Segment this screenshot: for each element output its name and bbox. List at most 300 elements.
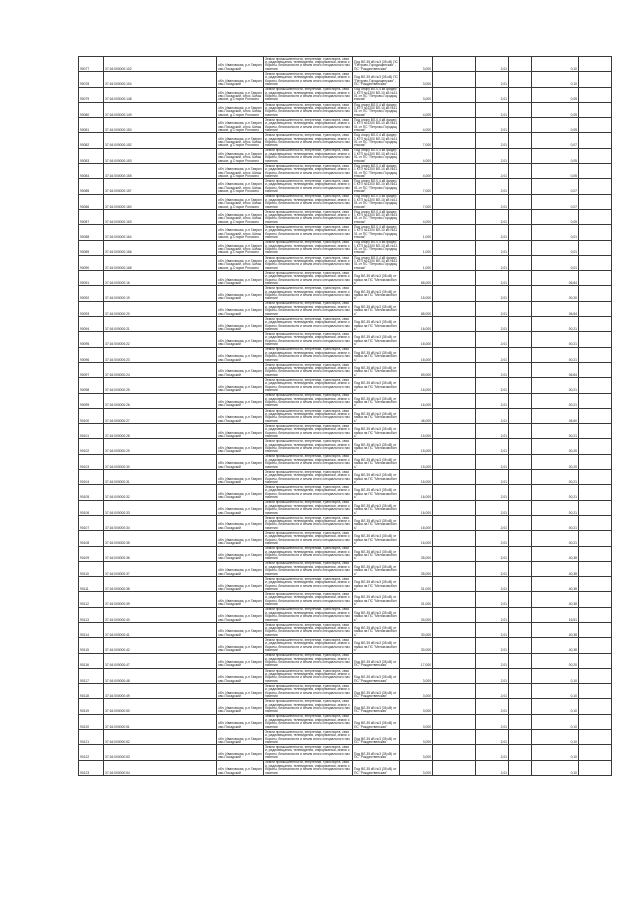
tax-amount-cell: 00,21 bbox=[532, 500, 579, 515]
permitted-use-cell: Под опору ВЛ-0,4 кВ фидер 1 КТП №1200 ВЛ-10 кВ №1101 от ПС "Петрово-Городищенская" bbox=[353, 87, 400, 102]
empty-cell bbox=[509, 225, 532, 240]
cadastral-number-cell: 37:16:000000:50 bbox=[104, 699, 217, 714]
address-cell: обл. Ивановская, р-н Гаврилово-Посадский, с/пос. Шекшовское, д.Старое Рогозино bbox=[217, 225, 264, 240]
empty-cell bbox=[433, 347, 476, 362]
table-row bbox=[79, 148, 612, 163]
row-id-cell: 90120 bbox=[79, 714, 104, 729]
empty-cell bbox=[433, 317, 476, 332]
address-cell: обл. Ивановская, р-н Гаврилово-Посадский bbox=[217, 500, 264, 515]
tax-amount-cell: 0,07 bbox=[532, 194, 579, 209]
table-row bbox=[79, 531, 612, 546]
row-id-cell: 90082 bbox=[79, 133, 104, 148]
address-cell: обл. Ивановская, р-н Гаврилово-Посадский bbox=[217, 730, 264, 745]
permitted-use-cell: Под ВЛ-35 кВ №3 (35 кВ) отпайка на ПС "Мелоизмобиль" bbox=[353, 393, 400, 408]
tax-amount-cell: 00,21 bbox=[532, 485, 579, 500]
empty-cell bbox=[433, 133, 476, 148]
empty-cell bbox=[579, 714, 612, 729]
row-id-cell: 90094 bbox=[79, 317, 104, 332]
area-cell: 16,000 bbox=[400, 317, 433, 332]
empty-cell bbox=[579, 393, 612, 408]
empty-cell bbox=[579, 164, 612, 179]
area-cell: 7,000 bbox=[400, 179, 433, 194]
empty-cell bbox=[579, 577, 612, 592]
land-category-cell: Земли промышленности, энергетики, транспорта, связи, радиовещания, телевидения, информатики, земли обороны, безопасности и земли иного специального назначения bbox=[264, 653, 353, 668]
address-cell: обл. Ивановская, р-н Гаврилово-Посадский, с/пос. Шекшовское, д.Старое Рогозино bbox=[217, 87, 264, 102]
row-id-cell: 90117 bbox=[79, 668, 104, 683]
empty-cell bbox=[579, 194, 612, 209]
area-cell: 16,000 bbox=[400, 378, 433, 393]
permitted-use-cell: Под опору ВЛ-0,4 кВ фидер 1 КТП №1200 ВЛ-10 кВ №1101 от ПС "Петрово-Городищенская" bbox=[353, 148, 400, 163]
empty-cell bbox=[509, 332, 532, 347]
land-category-cell: Земли промышленности, энергетики, транспорта, связи, радиовещания, телевидения, информатики, земли обороны, безопасности и земли иного специального назначения bbox=[264, 408, 353, 423]
rate-cell: 2,01 bbox=[476, 515, 509, 530]
cadastral-number-cell: 37:16:000000:54 bbox=[104, 760, 217, 775]
empty-cell bbox=[433, 87, 476, 102]
land-category-cell: Земли промышленности, энергетики, транспорта, связи, радиовещания, телевидения, информатики, земли обороны, безопасности и земли иного специального назначения bbox=[264, 577, 353, 592]
rate-cell: 2,01 bbox=[476, 332, 509, 347]
permitted-use-cell: Под ВЛ-35 кВ №3 (35 кВ) от ПС "Рождественская" bbox=[353, 684, 400, 699]
empty-cell bbox=[579, 332, 612, 347]
table-row bbox=[79, 378, 612, 393]
table-row bbox=[79, 301, 612, 316]
area-cell: 16,000 bbox=[400, 470, 433, 485]
empty-cell bbox=[433, 118, 476, 133]
cadastral-number-cell: 37:16:000000:52 bbox=[104, 730, 217, 745]
empty-cell bbox=[509, 87, 532, 102]
empty-cell bbox=[579, 439, 612, 454]
empty-cell bbox=[509, 439, 532, 454]
permitted-use-cell: Под опору ВЛ-0,4 кВ фидер 1 КТП №1200 ВЛ-10 кВ №1101 от ПС "Петрово-Городищенская" bbox=[353, 179, 400, 194]
rate-cell: 2,01 bbox=[476, 500, 509, 515]
table-row bbox=[79, 424, 612, 439]
tax-amount-cell: 40,38 bbox=[532, 638, 579, 653]
tax-amount-cell: 40,38 bbox=[532, 546, 579, 561]
cadastral-number-cell: 37:16:000000:25 bbox=[104, 378, 217, 393]
permitted-use-cell: Под ВЛ-35 кВ №3 (35 кВ) от ПС "Рождественская" bbox=[353, 760, 400, 775]
rate-cell: 2,01 bbox=[476, 164, 509, 179]
permitted-use-cell: Под опору ВЛ-0,4 кВ фидер 1 КТП №1200 ВЛ-10 кВ №1101 от ПС "Петрово-Городищенская" bbox=[353, 255, 400, 270]
tax-amount-cell: 0,07 bbox=[532, 133, 579, 148]
address-cell: обл. Ивановская, р-н Гаврилово-Посадский bbox=[217, 699, 264, 714]
row-id-cell: 90098 bbox=[79, 378, 104, 393]
permitted-use-cell: Под ВЛ-35 кВ №3 (35 кВ) от ПС "Рождественская" bbox=[353, 714, 400, 729]
empty-cell bbox=[433, 684, 476, 699]
permitted-use-cell: Под опору ВЛ-0,4 кВ фидер 1 КТП №1200 ВЛ-10 кВ №1101 от ПС "Петрово-Городищенская" bbox=[353, 133, 400, 148]
land-category-cell: Земли промышленности, энергетики, транспорта, связи, радиовещания, телевидения, информатики, земли обороны, безопасности и земли иного специального назначения bbox=[264, 730, 353, 745]
empty-cell bbox=[509, 470, 532, 485]
land-category-cell: Земли промышленности, энергетики, транспорта, связи, радиовещания, телевидения, информатики, земли обороны, безопасности и земли иного специального назначения bbox=[264, 118, 353, 133]
land-category-cell: Земли промышленности, энергетики, транспорта, связи, радиовещания, телевидения, информатики, земли обороны, безопасности и земли иного специального назначения bbox=[264, 347, 353, 362]
area-cell: 3,000 bbox=[400, 745, 433, 760]
land-category-cell: Земли промышленности, энергетики, транспорта, связи, радиовещания, телевидения, информатики, земли обороны, безопасности и земли иного специального назначения bbox=[264, 240, 353, 255]
table-row bbox=[79, 561, 612, 576]
area-cell: 35,000 bbox=[400, 546, 433, 561]
permitted-use-cell: Под опору ВЛ-0,4 кВ фидер 1 КТП №1200 ВЛ-10 кВ №1101 от ПС "Петрово-Городищенская" bbox=[353, 240, 400, 255]
table-row bbox=[79, 118, 612, 133]
area-cell: 30,000 bbox=[400, 638, 433, 653]
address-cell: обл. Ивановская, р-н Гаврилово-Посадский, с/пос. Шекшовское, д.Старое Рогозино bbox=[217, 209, 264, 224]
rate-cell: 2,01 bbox=[476, 531, 509, 546]
area-cell: 3,000 bbox=[400, 684, 433, 699]
address-cell: обл. Ивановская, р-н Гаврилово-Посадский, с/пос. Шекшовское, д.Старое Рогозино bbox=[217, 148, 264, 163]
cadastral-number-cell: 37:16:000000:155 bbox=[104, 164, 217, 179]
land-category-cell: Земли промышленности, энергетики, транспорта, связи, радиовещания, телевидения, информатики, земли обороны, безопасности и земли иного специального назначения bbox=[264, 515, 353, 530]
permitted-use-cell: Под ВЛ-35 кВ №3 (35 кВ) от ПС "Рождественская" bbox=[353, 653, 400, 668]
rate-cell: 2,01 bbox=[476, 133, 509, 148]
cadastral-number-cell: 37:16:000000:30 bbox=[104, 454, 217, 469]
table-row bbox=[79, 730, 612, 745]
area-cell: 15,000 bbox=[400, 424, 433, 439]
table-row bbox=[79, 271, 612, 286]
empty-cell bbox=[433, 179, 476, 194]
table-row bbox=[79, 286, 612, 301]
rate-cell: 2,01 bbox=[476, 699, 509, 714]
empty-cell bbox=[509, 118, 532, 133]
address-cell: обл. Ивановская, р-н Гаврилово-Посадский, с/пос. Шекшовское, д.Старое Рогозино bbox=[217, 118, 264, 133]
permitted-use-cell: Под ВЛ-35 кВ №3 (35 кВ) отпайка на ПС "Мелоизмобиль" bbox=[353, 485, 400, 500]
empty-cell bbox=[509, 255, 532, 270]
rate-cell: 2,01 bbox=[476, 148, 509, 163]
address-cell: обл. Ивановская, р-н Гаврилово-Посадский bbox=[217, 72, 264, 87]
empty-cell bbox=[509, 301, 532, 316]
row-id-cell: 90112 bbox=[79, 592, 104, 607]
row-id-cell: 90089 bbox=[79, 240, 104, 255]
row-id-cell: 90114 bbox=[79, 622, 104, 637]
empty-cell bbox=[509, 133, 532, 148]
land-category-cell: Земли промышленности, энергетики, транспорта, связи, радиовещания, телевидения, информатики, земли обороны, безопасности и земли иного специального назначения bbox=[264, 638, 353, 653]
permitted-use-cell: Под ВЛ-35 кВ №3 (35 кВ) ПС "Петрово-Городищенская" - ПС "Рождественская" bbox=[353, 72, 400, 87]
table-row bbox=[79, 745, 612, 760]
empty-cell bbox=[433, 362, 476, 377]
land-category-cell: Земли промышленности, энергетики, транспорта, связи, радиовещания, телевидения, информатики, земли обороны, безопасности и земли иного специального назначения bbox=[264, 255, 353, 270]
cadastral-number-cell: 37:16:000000:24 bbox=[104, 362, 217, 377]
row-id-cell: 90083 bbox=[79, 148, 104, 163]
tax-amount-cell: 0,07 bbox=[532, 179, 579, 194]
land-category-cell: Земли промышленности, энергетики, транспорта, связи, радиовещания, телевидения, информатики, земли обороны, безопасности и земли иного специального назначения bbox=[264, 332, 353, 347]
rate-cell: 2,01 bbox=[476, 317, 509, 332]
tax-amount-cell: 0,01 bbox=[532, 255, 579, 270]
empty-cell bbox=[509, 699, 532, 714]
land-category-cell: Земли промышленности, энергетики, транспорта, связи, радиовещания, телевидения, информатики, земли обороны, безопасности и земли иного специального назначения bbox=[264, 286, 353, 301]
address-cell: обл. Ивановская, р-н Гаврилово-Посадский, с/пос. Шекшовское, д.Старое Рогозино bbox=[217, 194, 264, 209]
land-category-cell: Земли промышленности, энергетики, транспорта, связи, радиовещания, телевидения, информатики, земли обороны, безопасности и земли иного специального назначения bbox=[264, 72, 353, 87]
land-category-cell: Земли промышленности, энергетики, транспорта, связи, радиовещания, телевидения, информатики, земли обороны, безопасности и земли иного специального назначения bbox=[264, 485, 353, 500]
tax-amount-cell: 06,84 bbox=[532, 271, 579, 286]
tax-amount-cell: 00,21 bbox=[532, 332, 579, 347]
rate-cell: 2,01 bbox=[476, 209, 509, 224]
table-row bbox=[79, 194, 612, 209]
row-id-cell: 90119 bbox=[79, 699, 104, 714]
row-id-cell: 90101 bbox=[79, 424, 104, 439]
cadastral-number-cell: 37:16:000000:102 bbox=[104, 57, 217, 72]
empty-cell bbox=[509, 607, 532, 622]
address-cell: обл. Ивановская, р-н Гаврилово-Посадский bbox=[217, 607, 264, 622]
empty-cell bbox=[579, 286, 612, 301]
land-category-cell: Земли промышленности, энергетики, транспорта, связи, радиовещания, телевидения, информатики, земли обороны, безопасности и земли иного специального назначения bbox=[264, 699, 353, 714]
table-row bbox=[79, 699, 612, 714]
rate-cell: 2,01 bbox=[476, 362, 509, 377]
tax-amount-cell: 00,21 bbox=[532, 424, 579, 439]
table-row bbox=[79, 57, 612, 72]
table-row bbox=[79, 164, 612, 179]
tax-amount-cell: 40,38 bbox=[532, 577, 579, 592]
empty-cell bbox=[579, 271, 612, 286]
empty-cell bbox=[509, 730, 532, 745]
empty-cell bbox=[509, 546, 532, 561]
row-id-cell: 90107 bbox=[79, 515, 104, 530]
row-id-cell: 90109 bbox=[79, 546, 104, 561]
area-cell: 15,000 bbox=[400, 454, 433, 469]
rate-cell: 2,01 bbox=[476, 684, 509, 699]
tax-amount-cell: 0,01 bbox=[532, 240, 579, 255]
tax-amount-cell: 0,05 bbox=[532, 148, 579, 163]
empty-cell bbox=[579, 638, 612, 653]
permitted-use-cell: Под ВЛ-35 кВ №3 (35 кВ) отпайка на ПС "Мелоизмобиль" bbox=[353, 271, 400, 286]
area-cell: 4,000 bbox=[400, 164, 433, 179]
land-category-cell: Земли промышленности, энергетики, транспорта, связи, радиовещания, телевидения, информатики, земли обороны, безопасности и земли иного специального назначения bbox=[264, 301, 353, 316]
land-category-cell: Земли промышленности, энергетики, транспорта, связи, радиовещания, телевидения, информатики, земли обороны, безопасности и земли иного специального назначения bbox=[264, 424, 353, 439]
address-cell: обл. Ивановская, р-н Гаврилово-Посадский bbox=[217, 531, 264, 546]
cadastral-number-cell: 37:16:000000:37 bbox=[104, 561, 217, 576]
empty-cell bbox=[579, 408, 612, 423]
permitted-use-cell: Под опору ВЛ-0,4 кВ фидер 1 КТП №1200 ВЛ-10 кВ №1101 от ПС "Петрово-Городищенская" bbox=[353, 209, 400, 224]
area-cell: 4,000 bbox=[400, 148, 433, 163]
area-cell: 1,000 bbox=[400, 255, 433, 270]
empty-cell bbox=[579, 760, 612, 775]
rate-cell: 2,01 bbox=[476, 225, 509, 240]
empty-cell bbox=[579, 255, 612, 270]
rate-cell: 2,01 bbox=[476, 179, 509, 194]
row-id-cell: 90086 bbox=[79, 194, 104, 209]
land-category-cell: Земли промышленности, энергетики, транспорта, связи, радиовещания, телевидения, информатики, земли обороны, безопасности и земли иного специального назначения bbox=[264, 607, 353, 622]
row-id-cell: 90122 bbox=[79, 745, 104, 760]
empty-cell bbox=[509, 393, 532, 408]
permitted-use-cell: Под ВЛ-35 кВ №3 (35 кВ) отпайка на ПС "Мелоизмобиль" bbox=[353, 577, 400, 592]
empty-cell bbox=[509, 194, 532, 209]
land-category-cell: Земли промышленности, энергетики, транспорта, связи, радиовещания, телевидения, информатики, земли обороны, безопасности и земли иного специального назначения bbox=[264, 225, 353, 240]
address-cell: обл. Ивановская, р-н Гаврилово-Посадский bbox=[217, 393, 264, 408]
cadastral-number-cell: 37:16:000000:21 bbox=[104, 317, 217, 332]
rate-cell: 2,01 bbox=[476, 745, 509, 760]
table-row bbox=[79, 240, 612, 255]
empty-cell bbox=[579, 531, 612, 546]
rate-cell: 2,01 bbox=[476, 454, 509, 469]
cadastral-number-cell: 37:16:000000:27 bbox=[104, 408, 217, 423]
empty-cell bbox=[579, 240, 612, 255]
area-cell: 3,000 bbox=[400, 87, 433, 102]
permitted-use-cell: Под ВЛ-35 кВ №3 (35 кВ) отпайка на ПС "Мелоизмобиль" bbox=[353, 332, 400, 347]
land-category-cell: Земли промышленности, энергетики, транспорта, связи, радиовещания, телевидения, информатики, земли обороны, безопасности и земли иного специального назначения bbox=[264, 393, 353, 408]
cadastral-number-cell: 37:16:000000:157 bbox=[104, 179, 217, 194]
empty-cell bbox=[579, 209, 612, 224]
tax-amount-cell: 0,05 bbox=[532, 102, 579, 117]
row-id-cell: 90084 bbox=[79, 164, 104, 179]
land-category-cell: Земли промышленности, энергетики, транспорта, связи, радиовещания, телевидения, информатики, земли обороны, безопасности и земли иного специального назначения bbox=[264, 194, 353, 209]
row-id-cell: 90116 bbox=[79, 653, 104, 668]
table-row bbox=[79, 209, 612, 224]
cadastral-number-cell: 37:16:000000:163 bbox=[104, 209, 217, 224]
permitted-use-cell: Под ВЛ-35 кВ №3 (35 кВ) ПС "Петрово-Городищенская" - ПС "Рождественская" bbox=[353, 57, 400, 72]
land-category-cell: Земли промышленности, энергетики, транспорта, связи, радиовещания, телевидения, информатики, земли обороны, безопасности и земли иного специального назначения bbox=[264, 209, 353, 224]
row-id-cell: 90096 bbox=[79, 347, 104, 362]
table-row bbox=[79, 72, 612, 87]
permitted-use-cell: Под ВЛ-35 кВ №3 (35 кВ) отпайка на ПС "Мелоизмобиль" bbox=[353, 622, 400, 637]
permitted-use-cell: Под ВЛ-35 кВ №3 (35 кВ) отпайка на ПС "Мелоизмобиль" bbox=[353, 515, 400, 530]
table-row bbox=[79, 347, 612, 362]
cadastral-number-cell: 37:16:000000:39 bbox=[104, 592, 217, 607]
tax-amount-cell: 0,10 bbox=[532, 760, 579, 775]
empty-cell bbox=[433, 607, 476, 622]
area-cell: 16,000 bbox=[400, 485, 433, 500]
table-row bbox=[79, 592, 612, 607]
area-cell: 16,000 bbox=[400, 332, 433, 347]
empty-cell bbox=[579, 515, 612, 530]
empty-cell bbox=[433, 255, 476, 270]
land-category-cell: Земли промышленности, энергетики, транспорта, связи, радиовещания, телевидения, информатики, земли обороны, безопасности и земли иного специального назначения bbox=[264, 317, 353, 332]
rate-cell: 2,01 bbox=[476, 102, 509, 117]
empty-cell bbox=[579, 592, 612, 607]
tax-amount-cell: 0,10 bbox=[532, 730, 579, 745]
cadastral-number-cell: 37:16:000000:23 bbox=[104, 347, 217, 362]
empty-cell bbox=[433, 286, 476, 301]
address-cell: обл. Ивановская, р-н Гаврилово-Посадский bbox=[217, 362, 264, 377]
cadastral-number-cell: 37:16:000000:166 bbox=[104, 240, 217, 255]
cadastral-number-cell: 37:16:000000:33 bbox=[104, 500, 217, 515]
permitted-use-cell: Под ВЛ-35 кВ №3 (35 кВ) отпайка на ПС "Мелоизмобиль" bbox=[353, 592, 400, 607]
empty-cell bbox=[433, 760, 476, 775]
area-cell: 3,000 bbox=[400, 760, 433, 775]
cadastral-number-cell: 37:16:000000:19 bbox=[104, 286, 217, 301]
empty-cell bbox=[433, 714, 476, 729]
permitted-use-cell: Под ВЛ-35 кВ №3 (35 кВ) отпайка на ПС "Мелоизмобиль" bbox=[353, 454, 400, 469]
permitted-use-cell: Под ВЛ-35 кВ №3 (35 кВ) отпайка на ПС "Мелоизмобиль" bbox=[353, 317, 400, 332]
land-category-cell: Земли промышленности, энергетики, транспорта, связи, радиовещания, телевидения, информатики, земли обороны, безопасности и земли иного специального назначения bbox=[264, 454, 353, 469]
address-cell: обл. Ивановская, р-н Гаврилово-Посадский bbox=[217, 561, 264, 576]
rate-cell: 2,01 bbox=[476, 57, 509, 72]
empty-cell bbox=[509, 531, 532, 546]
cadastral-number-cell: 37:16:000000:168 bbox=[104, 255, 217, 270]
tax-amount-cell: 0,10 bbox=[532, 72, 579, 87]
permitted-use-cell: Под ВЛ-35 кВ №3 (35 кВ) отпайка на ПС "Мелоизмобиль" bbox=[353, 500, 400, 515]
land-category-cell: Земли промышленности, энергетики, транспорта, связи, радиовещания, телевидения, информатики, земли обороны, безопасности и земли иного специального назначения bbox=[264, 531, 353, 546]
empty-cell bbox=[509, 362, 532, 377]
land-category-cell: Земли промышленности, энергетики, транспорта, связи, радиовещания, телевидения, информатики, земли обороны, безопасности и земли иного специального назначения bbox=[264, 561, 353, 576]
table-row bbox=[79, 622, 612, 637]
rate-cell: 2,01 bbox=[476, 714, 509, 729]
address-cell: обл. Ивановская, р-н Гаврилово-Посадский bbox=[217, 301, 264, 316]
cadastral-number-cell: 37:16:000000:22 bbox=[104, 332, 217, 347]
permitted-use-cell: Под ВЛ-35 кВ №3 (35 кВ) от ПС "Рождественская" bbox=[353, 745, 400, 760]
table-row bbox=[79, 577, 612, 592]
cadastral-number-cell: 37:16:000000:16 bbox=[104, 271, 217, 286]
empty-cell bbox=[509, 57, 532, 72]
row-id-cell: 90087 bbox=[79, 209, 104, 224]
area-cell: 7,000 bbox=[400, 133, 433, 148]
empty-cell bbox=[433, 500, 476, 515]
land-category-cell: Земли промышленности, энергетики, транспорта, связи, радиовещания, телевидения, информатики, земли обороны, безопасности и земли иного специального назначения bbox=[264, 546, 353, 561]
cadastral-number-cell: 37:16:000000:148 bbox=[104, 87, 217, 102]
empty-cell bbox=[579, 470, 612, 485]
rate-cell: 2,01 bbox=[476, 240, 509, 255]
empty-cell bbox=[433, 57, 476, 72]
empty-cell bbox=[433, 209, 476, 224]
cadastral-number-cell: 37:16:000000:47 bbox=[104, 653, 217, 668]
address-cell: обл. Ивановская, р-н Гаврилово-Посадский bbox=[217, 515, 264, 530]
empty-cell bbox=[509, 179, 532, 194]
row-id-cell: 90103 bbox=[79, 454, 104, 469]
area-cell: 46,000 bbox=[400, 408, 433, 423]
area-cell: 3,000 bbox=[400, 57, 433, 72]
land-category-cell: Земли промышленности, энергетики, транспорта, связи, радиовещания, телевидения, информатики, земли обороны, безопасности и земли иного специального назначения bbox=[264, 87, 353, 102]
address-cell: обл. Ивановская, р-н Гаврилово-Посадский bbox=[217, 454, 264, 469]
table-row bbox=[79, 393, 612, 408]
land-category-cell: Земли промышленности, энергетики, транспорта, связи, радиовещания, телевидения, информатики, земли обороны, безопасности и земли иного специального назначения bbox=[264, 500, 353, 515]
cadastral-number-cell: 37:16:000000:164 bbox=[104, 225, 217, 240]
empty-cell bbox=[579, 301, 612, 316]
address-cell: обл. Ивановская, р-н Гаврилово-Посадский, с/пос. Шекшовское, д.Старое Рогозино bbox=[217, 240, 264, 255]
address-cell: обл. Ивановская, р-н Гаврилово-Посадский bbox=[217, 424, 264, 439]
area-cell: 3,000 bbox=[400, 668, 433, 683]
empty-cell bbox=[509, 424, 532, 439]
address-cell: обл. Ивановская, р-н Гаврилово-Посадский bbox=[217, 57, 264, 72]
empty-cell bbox=[433, 439, 476, 454]
row-id-cell: 90100 bbox=[79, 408, 104, 423]
empty-cell bbox=[433, 408, 476, 423]
empty-cell bbox=[579, 424, 612, 439]
table-row bbox=[79, 332, 612, 347]
cadastral-number-cell: 37:16:000000:34 bbox=[104, 515, 217, 530]
tax-amount-cell: 00,20 bbox=[532, 454, 579, 469]
rate-cell: 2,01 bbox=[476, 561, 509, 576]
empty-cell bbox=[579, 730, 612, 745]
row-id-cell: 90085 bbox=[79, 179, 104, 194]
address-cell: обл. Ивановская, р-н Гаврилово-Посадский, с/пос. Шекшовское, д.Старое Рогозино bbox=[217, 102, 264, 117]
row-id-cell: 90079 bbox=[79, 87, 104, 102]
empty-cell bbox=[433, 301, 476, 316]
tax-amount-cell: 00,21 bbox=[532, 531, 579, 546]
empty-cell bbox=[509, 760, 532, 775]
tax-amount-cell: 00,21 bbox=[532, 393, 579, 408]
area-cell: 1,000 bbox=[400, 240, 433, 255]
address-cell: обл. Ивановская, р-н Гаврилово-Посадский bbox=[217, 485, 264, 500]
permitted-use-cell: Под опору ВЛ-0,4 кВ фидер 1 КТП №1200 ВЛ-10 кВ №1101 от ПС "Петрово-Городищенская" bbox=[353, 164, 400, 179]
table-row bbox=[79, 87, 612, 102]
permitted-use-cell: Под ВЛ-35 кВ №3 (35 кВ) отпайка на ПС "Мелоизмобиль" bbox=[353, 638, 400, 653]
address-cell: обл. Ивановская, р-н Гаврилово-Посадский, с/пос. Шекшовское, д.Старое Рогозино bbox=[217, 164, 264, 179]
row-id-cell: 90088 bbox=[79, 225, 104, 240]
empty-cell bbox=[509, 668, 532, 683]
empty-cell bbox=[433, 546, 476, 561]
area-cell: 31,000 bbox=[400, 577, 433, 592]
rate-cell: 2,01 bbox=[476, 439, 509, 454]
empty-cell bbox=[509, 714, 532, 729]
empty-cell bbox=[433, 515, 476, 530]
row-id-cell: 90092 bbox=[79, 286, 104, 301]
empty-cell bbox=[579, 57, 612, 72]
table-row bbox=[79, 102, 612, 117]
empty-cell bbox=[579, 133, 612, 148]
cadastral-number-cell: 37:16:000000:42 bbox=[104, 638, 217, 653]
row-id-cell: 90091 bbox=[79, 271, 104, 286]
table-row bbox=[79, 225, 612, 240]
empty-cell bbox=[579, 622, 612, 637]
empty-cell bbox=[509, 638, 532, 653]
rate-cell: 2,01 bbox=[476, 730, 509, 745]
empty-cell bbox=[433, 668, 476, 683]
cadastral-number-cell: 37:16:000000:35 bbox=[104, 531, 217, 546]
permitted-use-cell: Под ВЛ-35 кВ №3 (35 кВ) от ПС "Рождественская" bbox=[353, 730, 400, 745]
cadastral-number-cell: 37:16:000000:28 bbox=[104, 424, 217, 439]
